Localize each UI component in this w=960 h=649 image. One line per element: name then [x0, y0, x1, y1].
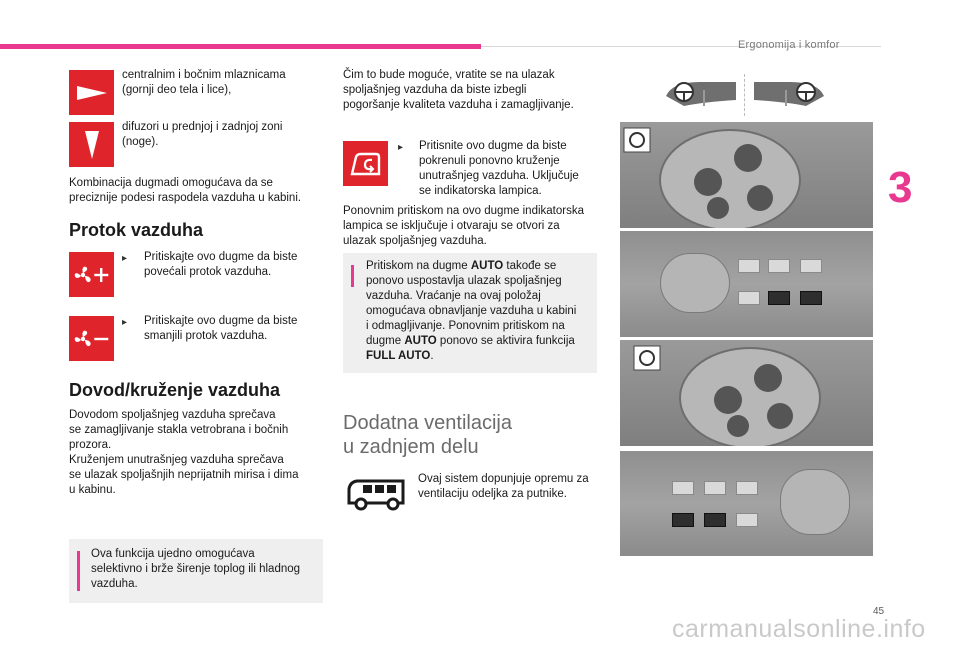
rear-text: Ovaj sistem dopunjuje opremu za ventilaciju odeljka za putnike.: [418, 473, 589, 500]
combo-text: Kombinacija dugmadi omogućava da se preciznije podesi raspodela vazduha u kabini.: [69, 177, 302, 204]
info-bar: [77, 551, 80, 591]
panel-button: [768, 259, 790, 273]
panel-button-active: [704, 513, 726, 527]
face-vent-icon: [69, 70, 114, 115]
ceiling-vents-photo-1: [620, 122, 873, 228]
fan-increase-icon: [69, 252, 114, 297]
panel-button: [738, 291, 760, 305]
flow-heading: Protok vazduha: [69, 220, 204, 240]
chapter-number: 3: [888, 163, 913, 212]
van-icon: [345, 475, 407, 518]
control-panel-photo-1: [620, 231, 873, 337]
foot-vent-icon: [69, 122, 114, 167]
section-title: Ergonomija i komfor: [738, 39, 840, 51]
info-left-text: Ova funkcija ujedno omogućava selektivno i brže širenje toplog ili hladnog vazduha.: [91, 548, 301, 590]
watermark-text: carmanualsonline.info: [672, 615, 926, 643]
panel-button: [704, 481, 726, 495]
control-panel-photo-2: [620, 451, 873, 556]
bullet-marker: ▸: [398, 142, 404, 153]
recirculation-heading: Dovod/kruženje vazduha: [69, 380, 281, 400]
flow-down-text: Pritiskajte ovo dugme da biste smanjili protok vazduha.: [144, 315, 298, 342]
item2-text: difuzori u prednjoj i zadnjoj zoni (noge).: [122, 121, 283, 148]
recirculation-icon: [343, 141, 388, 186]
bullet-marker: ▸: [122, 317, 128, 328]
top-accent-bar: [0, 44, 481, 49]
panel-button: [672, 481, 694, 495]
vent-grille: [660, 253, 730, 313]
fan-decrease-icon: [69, 316, 114, 361]
info-bar: [351, 265, 354, 287]
rear-ventilation-heading: Dodatna ventilacija u zadnjem delu: [343, 412, 512, 458]
steering-lhd-diagram: [664, 76, 738, 117]
ceiling-vents-photo-2: [620, 340, 873, 446]
flow-up-text: Pritiskajte ovo dugme da biste povećali protok vazduha.: [144, 251, 298, 278]
bullet-marker: ▸: [122, 253, 128, 264]
info-middle-text: Pritiskom na dugme AUTO takođe se ponovo uspostavlja ulazak spoljašnjeg vazduha. Vraćanje na ovaj položaj omogućava obnavljanje vazduha u kabini i odmagljivanje. Ponovnim pritiskom na dugme AUTO ponovo se aktivira funkcija FULL AUTO.: [366, 260, 577, 362]
intro-text: Čim to bude moguće, vratite se na ulazak spoljašnjeg vazduha da biste izbegli pogoršanje kvaliteta vazduha i zamagljivanje.: [343, 69, 574, 111]
press-text: Pritisnite ovo dugme da biste pokrenuli ponovno kruženje unutrašnjeg vazduha. Uključuje se indikatorska lampica.: [419, 140, 579, 197]
recirculation-text: Dovodom spoljašnjeg vazduha sprečava se zamagljivanje stakla vetrobrana i bočnih prozora. Kruženjem unutrašnjeg vazduha sprečava se ulazak spoljašnjih neprijatnih mirisa i dima u kabinu.: [69, 409, 299, 496]
diagram-divider: [744, 74, 745, 116]
again-text: Ponovnim pritiskom na ovo dugme indikatorska lampica se isključuje i otvaraju se otvori za ulazak spoljašnjeg vazduha.: [343, 205, 584, 247]
vent-grille: [780, 469, 850, 535]
steering-rhd-diagram: [752, 76, 826, 117]
panel-button: [800, 259, 822, 273]
page-number: 45: [873, 606, 885, 617]
panel-button-active: [672, 513, 694, 527]
panel-button: [738, 259, 760, 273]
panel-button-active: [768, 291, 790, 305]
panel-button-active: [800, 291, 822, 305]
panel-button: [736, 513, 758, 527]
item1-text: centralnim i bočnim mlaznicama (gornji deo tela i lice),: [122, 69, 286, 96]
panel-button: [736, 481, 758, 495]
info-box-left: [69, 539, 323, 603]
info-box-middle: [343, 253, 597, 373]
